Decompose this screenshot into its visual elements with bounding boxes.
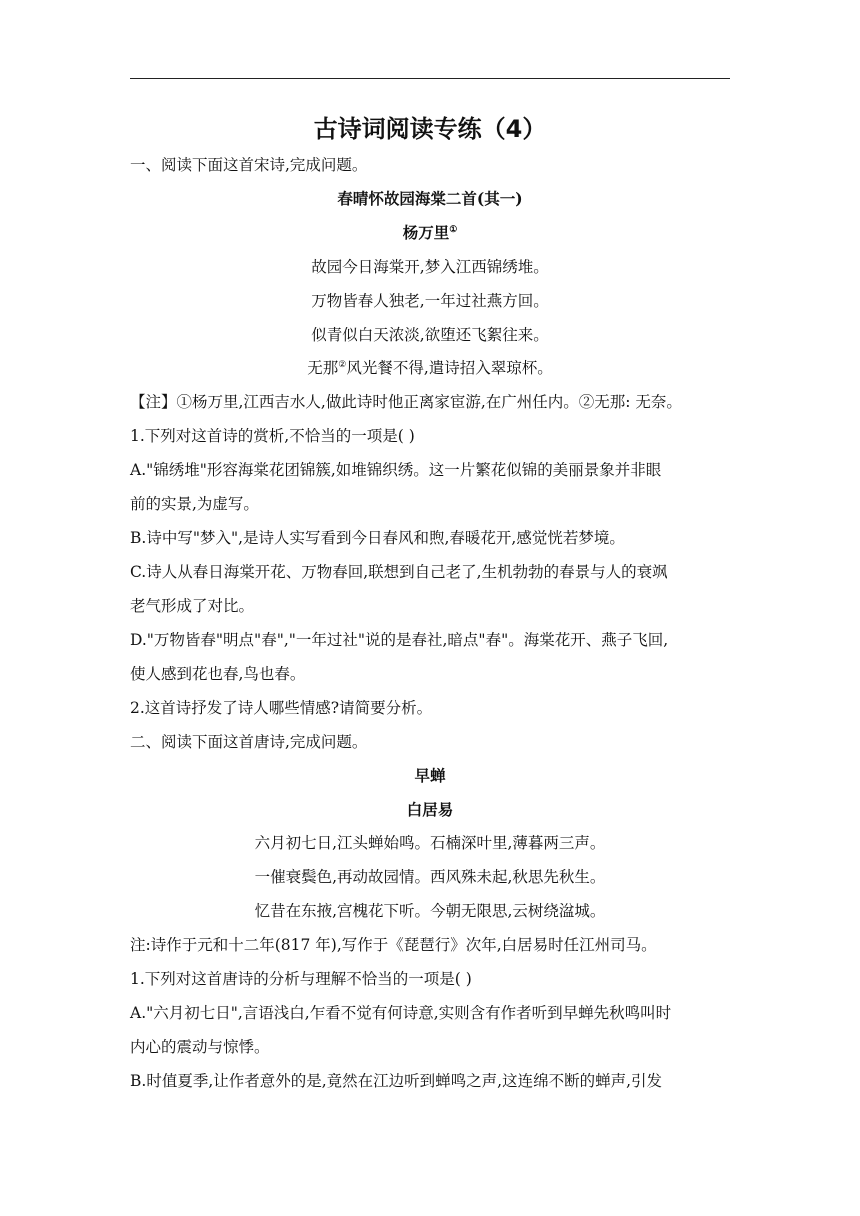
poem1-line-1: 故园今日海棠开,梦入江西锦绣堆。 — [311, 258, 549, 276]
poem2-note: 注:诗作于元和十二年(817 年),写作于《琵琶行》次年,白居易时任江州司马。 — [130, 936, 657, 954]
section1-heading: 一、阅读下面这首宋诗,完成问题。 — [130, 156, 368, 174]
s1-option-d-line2: 使人感到花也春,鸟也春。 — [130, 665, 306, 683]
poem2-line-1: 六月初七日,江头蝉始鸣。石楠深叶里,薄暮两三声。 — [254, 834, 606, 852]
poem1-line-4-part-a: 无那 — [307, 359, 339, 377]
footnote-mark: ② — [338, 359, 347, 370]
s1-option-a-line1: A."锦绣堆"形容海棠花团锦簇,如堆锦织绣。这一片繁花似锦的美丽景象并非眼 — [130, 461, 662, 479]
s2-option-a-line1: A."六月初七日",言语浅白,乍看不觉有何诗意,实则含有作者听到早蝉先秋鸣叫时 — [130, 1004, 672, 1022]
s1-question-1: 1.下列对这首诗的赏析,不恰当的一项是( ) — [130, 427, 415, 445]
poet-name: 杨万里 — [402, 223, 450, 242]
poem1-line-2: 万物皆春人独老,一年过社燕方回。 — [311, 292, 549, 310]
footnote-mark: ① — [449, 224, 458, 235]
s1-option-a-line2: 前的实景,为虚写。 — [130, 495, 259, 513]
poem1-title: 春晴怀故园海棠二首(其一) — [337, 189, 523, 208]
document-title: 古诗词阅读专练（4） — [313, 115, 547, 143]
poem1-line-4-part-b: 风光餐不得,遣诗招入翠琼杯。 — [346, 359, 553, 377]
poem1-poet — [130, 222, 730, 244]
s1-option-b: B.诗中写"梦入",是诗人实写看到今日春风和煦,春暖花开,感觉恍若梦境。 — [130, 529, 625, 547]
s1-option-c-line2: 老气形成了对比。 — [130, 597, 255, 615]
s1-question-2: 2.这首诗抒发了诗人哪些情感?请简要分析。 — [130, 699, 433, 717]
s2-option-b-line1: B.时值夏季,让作者意外的是,竟然在江边听到蝉鸣之声,这连绵不断的蝉声,引发 — [130, 1072, 663, 1090]
header-rule — [130, 78, 730, 79]
poem2-poet: 白居易 — [406, 800, 454, 819]
s2-question-1: 1.下列对这首唐诗的分析与理解不恰当的一项是( ) — [130, 970, 472, 988]
s1-option-c-line1: C.诗人从春日海棠开花、万物春回,联想到自己老了,生机勃勃的春景与人的衰飒 — [130, 563, 668, 581]
poem1-line-4 — [130, 357, 730, 379]
poem1-note: 【注】①杨万里,江西吉水人,做此诗时他正离家宦游,在广州任内。②无那: 无奈。 — [130, 393, 682, 411]
section2-heading: 二、阅读下面这首唐诗,完成问题。 — [130, 733, 368, 751]
poem2-line-2: 一催衰鬓色,再动故园情。西风殊未起,秋思先秋生。 — [254, 868, 606, 886]
poem2-line-3: 忆昔在东掖,宫槐花下听。今朝无限思,云树绕湓城。 — [254, 902, 606, 920]
s2-option-a-line2: 内心的震动与惊悸。 — [130, 1038, 270, 1056]
s1-option-d-line1: D."万物皆春"明点"春","一年过社"说的是春社,暗点"春"。海棠花开、燕子飞回, — [130, 631, 669, 649]
poem1-line-3: 似青似白天浓淡,欲堕还飞絮往来。 — [311, 326, 549, 344]
poem2-title: 早蝉 — [414, 766, 446, 785]
